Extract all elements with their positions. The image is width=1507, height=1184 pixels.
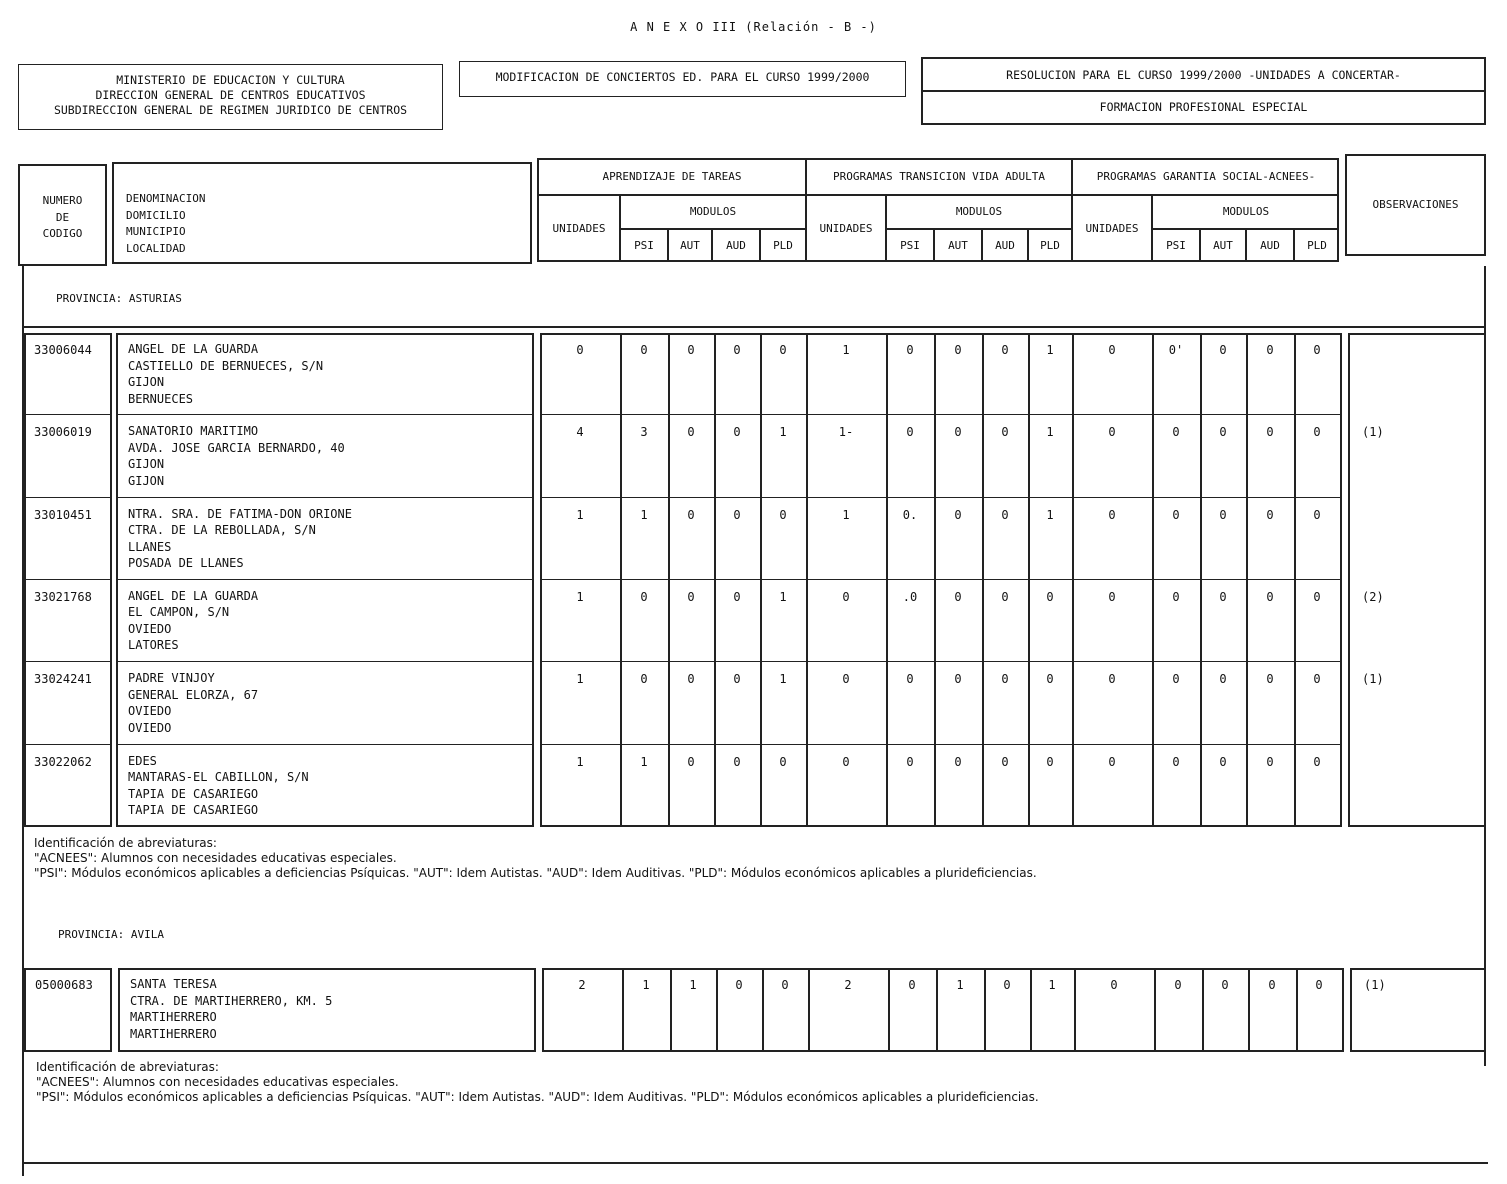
- page-title: A N E X O III (Relación - B -): [630, 20, 877, 34]
- center-code: 05000683: [35, 978, 93, 992]
- value-cell: 1: [1046, 507, 1054, 522]
- center-localidad: GIJON: [128, 473, 165, 488]
- header-groups-box: [537, 158, 1339, 262]
- observation-cell: (2): [1362, 589, 1384, 604]
- value-cell: 0: [733, 343, 741, 357]
- localidad-label: LOCALIDAD: [126, 241, 186, 255]
- observation-cell: (1): [1362, 672, 1384, 687]
- center-name: ANGEL DE LA GUARDA: [128, 588, 259, 603]
- legend-title: Identificación de abreviaturas:: [36, 1060, 219, 1074]
- value-cell: 0: [906, 672, 914, 687]
- value-cell: 0: [733, 507, 741, 522]
- value-cell: 0: [1108, 589, 1116, 604]
- aud-label-1: AUD: [726, 239, 746, 252]
- resolucion-text: RESOLUCION PARA EL CURSO 1999/2000 -UNIDADES A CONCERTAR-: [923, 59, 1484, 92]
- code-column-box: [24, 333, 112, 827]
- value-cell: 0: [1268, 978, 1276, 992]
- value-cell: 0: [687, 672, 695, 687]
- observation-cell: (1): [1364, 978, 1386, 992]
- value-cell: 0: [733, 672, 741, 687]
- aut-label-3: AUT: [1213, 239, 1233, 252]
- value-cell: 0: [1266, 425, 1274, 440]
- legend-block: [34, 836, 1037, 881]
- center-address: CTRA. DE LA REBOLLADA, S/N: [128, 523, 316, 538]
- value-cell: 0: [1266, 589, 1274, 604]
- value-cell: 1: [576, 754, 584, 769]
- value-cell: 0: [1046, 754, 1054, 769]
- center-municipio: LLANES: [128, 539, 172, 554]
- ministry-box: [18, 64, 443, 130]
- value-cell: 1: [642, 978, 650, 992]
- value-cell: 1: [576, 672, 584, 687]
- legend-modules: "PSI": Módulos económicos aplicables a deficiencias Psíquicas. "AUT": Idem Autistas. "AUD": Idem Auditivas. "PLD": Módulos económicos aplicables a plurideficiencias.: [36, 1090, 1039, 1104]
- value-cell: 0: [1172, 754, 1180, 769]
- center-municipio: GIJON: [128, 375, 165, 389]
- group-garantia: PROGRAMAS GARANTIA SOCIAL-ACNEES-: [1096, 170, 1316, 183]
- center-info: [130, 976, 332, 1042]
- value-cell: 0: [1172, 425, 1180, 440]
- value-cell: 0: [954, 507, 962, 522]
- center-code: 33010451: [34, 507, 92, 522]
- value-cell: 1: [779, 425, 787, 440]
- value-cell: 0: [779, 754, 787, 769]
- center-address: CTRA. DE MARTIHERRERO, KM. 5: [130, 993, 333, 1008]
- value-cell: 0: [779, 507, 787, 522]
- psi-label-2: PSI: [900, 239, 920, 252]
- value-cell: 1: [842, 343, 850, 357]
- value-cell: 0: [954, 589, 962, 604]
- value-cell: 3: [640, 425, 648, 440]
- modulos-label-2: MODULOS: [955, 205, 1003, 218]
- psi-label-3: PSI: [1166, 239, 1186, 252]
- center-localidad: MARTIHERRERO: [130, 1026, 217, 1041]
- observaciones-column-box: [1348, 333, 1486, 827]
- legend-block: [36, 1060, 1039, 1105]
- value-cell: 0: [1001, 343, 1009, 357]
- value-cell: 0: [733, 425, 741, 440]
- value-cell: 0: [1046, 672, 1054, 687]
- observation-cell: (1): [1362, 425, 1384, 440]
- unidades-label-1: UNIDADES: [552, 222, 606, 235]
- center-code: 33024241: [34, 672, 92, 687]
- value-cell: 1: [779, 672, 787, 687]
- value-cell: 0: [1219, 425, 1227, 440]
- value-cell: 0: [1313, 425, 1321, 440]
- value-cell: 0: [908, 978, 916, 992]
- center-municipio: OVIEDO: [128, 621, 172, 636]
- legend-acnees: "ACNEES": Alumnos con necesidades educativas especiales.: [34, 851, 397, 865]
- header-numero-box: [18, 164, 107, 266]
- modificacion-text: MODIFICACION DE CONCIERTOS ED. PARA EL CURSO 1999/2000: [495, 70, 870, 84]
- unidades-label-2: UNIDADES: [819, 222, 873, 235]
- value-cell: 0: [1001, 589, 1009, 604]
- value-cell: 0: [687, 754, 695, 769]
- value-cell: 0: [640, 589, 648, 604]
- modificacion-box: [459, 61, 906, 97]
- aut-label-1: AUT: [680, 239, 700, 252]
- values-grid-box: [540, 333, 1342, 827]
- center-code: 33021768: [34, 589, 92, 604]
- aud-label-2: AUD: [995, 239, 1015, 252]
- center-name: NTRA. SRA. DE FATIMA-DON ORIONE: [128, 506, 352, 521]
- formacion-text: FORMACION PROFESIONAL ESPECIAL: [1099, 100, 1308, 114]
- value-cell: 0: [687, 425, 695, 440]
- value-cell: 0: [1221, 978, 1229, 992]
- value-cell: 0: [1108, 507, 1116, 522]
- unidades-label-3: UNIDADES: [1085, 222, 1139, 235]
- value-cell: 0: [954, 425, 962, 440]
- value-cell: 1: [576, 589, 584, 604]
- domicilio-label: DOMICILIO: [126, 208, 186, 222]
- value-cell: 0: [687, 343, 695, 357]
- value-cell: 0: [1001, 425, 1009, 440]
- denominacion-label: DENOMINACION: [126, 192, 206, 205]
- value-cell: 1: [842, 507, 850, 522]
- center-address: GENERAL ELORZA, 67: [128, 687, 259, 702]
- value-cell: 1: [1046, 343, 1054, 357]
- center-name: ANGEL DE LA GUARDA: [128, 342, 259, 356]
- value-cell: 0: [733, 754, 741, 769]
- codigo-label: CODIGO: [42, 227, 83, 240]
- value-cell: 1: [576, 507, 584, 522]
- value-cell: 0: [906, 343, 914, 357]
- value-cell: 0: [842, 754, 850, 769]
- center-info: [128, 670, 258, 736]
- value-cell: 0.: [902, 507, 918, 522]
- value-cell: 0: [1219, 343, 1227, 357]
- center-localidad: POSADA DE LLANES: [128, 556, 244, 571]
- center-info: [128, 506, 352, 572]
- value-cell: 2: [844, 978, 852, 992]
- center-address: EL CAMPON, S/N: [128, 605, 230, 620]
- observaciones-label: OBSERVACIONES: [1372, 198, 1459, 211]
- frame-bottom-line: [22, 1162, 1488, 1164]
- value-cell: 0: [1046, 589, 1054, 604]
- value-cell: 0: [779, 343, 787, 357]
- center-municipio: MARTIHERRERO: [130, 1010, 217, 1024]
- province-label: PROVINCIA: AVILA: [58, 928, 164, 941]
- value-cell: 0: [1003, 978, 1011, 992]
- pld-label-2: PLD: [1040, 239, 1060, 252]
- legend-acnees: "ACNEES": Alumnos con necesidades educativas especiales.: [36, 1075, 399, 1089]
- value-cell: 0: [1313, 507, 1321, 522]
- value-cell: 2: [578, 978, 586, 992]
- value-cell: 0: [954, 754, 962, 769]
- center-municipio: GIJON: [128, 457, 165, 472]
- subdirection-line: SUBDIRECCION GENERAL DE REGIMEN JURIDICO DE CENTROS: [53, 103, 408, 117]
- value-cell: 1: [956, 978, 964, 992]
- value-cell: 0: [733, 589, 741, 604]
- value-cell: 0: [1219, 672, 1227, 687]
- modulos-label-3: MODULOS: [1222, 205, 1270, 218]
- province-label: PROVINCIA: ASTURIAS: [56, 292, 182, 305]
- value-cell: 1: [640, 507, 648, 522]
- value-cell: 0: [1219, 507, 1227, 522]
- value-cell: 0: [842, 589, 850, 604]
- center-localidad: TAPIA DE CASARIEGO: [128, 803, 259, 817]
- center-info: [128, 423, 345, 489]
- de-label: DE: [55, 210, 70, 224]
- center-localidad: OVIEDO: [128, 720, 172, 735]
- value-cell: 0: [1108, 425, 1116, 440]
- value-cell: 0': [1168, 343, 1184, 357]
- value-cell: 0: [1315, 978, 1323, 992]
- value-cell: 0: [1001, 507, 1009, 522]
- pld-label-3: PLD: [1307, 239, 1327, 252]
- value-cell: 0: [640, 343, 648, 357]
- value-cell: 0: [954, 672, 962, 687]
- value-cell: 0: [1108, 343, 1116, 357]
- value-cell: 1-: [838, 425, 854, 440]
- center-name: PADRE VINJOY: [128, 671, 215, 686]
- header-observaciones-box: [1345, 154, 1486, 256]
- value-cell: 0: [1266, 754, 1274, 769]
- value-cell: 0: [1266, 507, 1274, 522]
- value-cell: 0: [842, 672, 850, 687]
- value-cell: .0: [902, 589, 918, 604]
- value-cell: 0: [1108, 754, 1116, 769]
- center-address: CASTIELLO DE BERNUECES, S/N: [128, 358, 324, 373]
- value-cell: 4: [576, 425, 584, 440]
- value-cell: 0: [1172, 507, 1180, 522]
- value-cell: 0: [1266, 672, 1274, 687]
- value-cell: 0: [576, 343, 584, 357]
- value-cell: 0: [687, 507, 695, 522]
- center-info: [128, 753, 309, 819]
- value-cell: 1: [1048, 978, 1056, 992]
- value-cell: 0: [1001, 754, 1009, 769]
- value-cell: 0: [1266, 343, 1274, 357]
- legend-title: Identificación de abreviaturas:: [34, 836, 217, 850]
- value-cell: 0: [1110, 978, 1118, 992]
- municipio-label: MUNICIPIO: [126, 225, 186, 238]
- value-cell: 0: [1313, 754, 1321, 769]
- center-info: [128, 341, 323, 407]
- value-cell: 1: [779, 589, 787, 604]
- province-separator: [22, 326, 1486, 328]
- center-address: MANTARAS-EL CABILLON, S/N: [128, 770, 309, 784]
- value-cell: 1: [689, 978, 697, 992]
- psi-label-1: PSI: [634, 239, 654, 252]
- numero-label: NUMERO: [42, 194, 83, 207]
- value-cell: 0: [1001, 672, 1009, 687]
- group-aprendizaje: APRENDIZAJE DE TAREAS: [602, 170, 742, 183]
- center-name: EDES: [128, 753, 157, 768]
- center-info: [128, 588, 258, 654]
- value-cell: 0: [1108, 672, 1116, 687]
- value-cell: 0: [1174, 978, 1182, 992]
- value-cell: 0: [1219, 754, 1227, 769]
- center-name: SANATORIO MARITIMO: [128, 424, 259, 439]
- ministry-line: MINISTERIO DE EDUCACION Y CULTURA: [116, 73, 345, 87]
- center-localidad: BERNUECES: [128, 391, 194, 406]
- value-cell: 1: [640, 754, 648, 769]
- center-code: 33022062: [34, 754, 92, 769]
- value-cell: 1: [1046, 425, 1054, 440]
- value-cell: 0: [640, 672, 648, 687]
- value-cell: 0: [1313, 672, 1321, 687]
- value-cell: 0: [1172, 672, 1180, 687]
- value-cell: 0: [687, 589, 695, 604]
- group-transicion: PROGRAMAS TRANSICION VIDA ADULTA: [833, 170, 1045, 183]
- center-code: 33006044: [34, 343, 92, 357]
- value-cell: 0: [1313, 343, 1321, 357]
- value-cell: 0: [735, 978, 743, 992]
- resolucion-box: [921, 57, 1486, 125]
- value-cell: 0: [1313, 589, 1321, 604]
- modulos-label-1: MODULOS: [689, 205, 737, 218]
- center-localidad: LATORES: [128, 638, 179, 653]
- value-cell: 0: [906, 425, 914, 440]
- center-name: SANTA TERESA: [130, 977, 217, 991]
- aud-label-3: AUD: [1260, 239, 1280, 252]
- header-denominacion-box: [112, 162, 532, 264]
- direction-line: DIRECCION GENERAL DE CENTROS EDUCATIVOS: [95, 88, 366, 102]
- value-cell: 0: [1172, 589, 1180, 604]
- value-cell: 0: [906, 754, 914, 769]
- value-cell: 0: [954, 343, 962, 357]
- center-municipio: TAPIA DE CASARIEGO: [128, 786, 259, 801]
- center-municipio: OVIEDO: [128, 704, 172, 719]
- center-address: AVDA. JOSE GARCIA BERNARDO, 40: [128, 440, 345, 455]
- value-cell: 0: [781, 978, 789, 992]
- value-cell: 0: [1219, 589, 1227, 604]
- pld-label-1: PLD: [773, 239, 793, 252]
- center-code: 33006019: [34, 425, 92, 440]
- aut-label-2: AUT: [948, 239, 968, 252]
- legend-modules: "PSI": Módulos económicos aplicables a deficiencias Psíquicas. "AUT": Idem Autistas. "AUD": Idem Auditivas. "PLD": Módulos económicos aplicables a plurideficiencias.: [34, 866, 1037, 880]
